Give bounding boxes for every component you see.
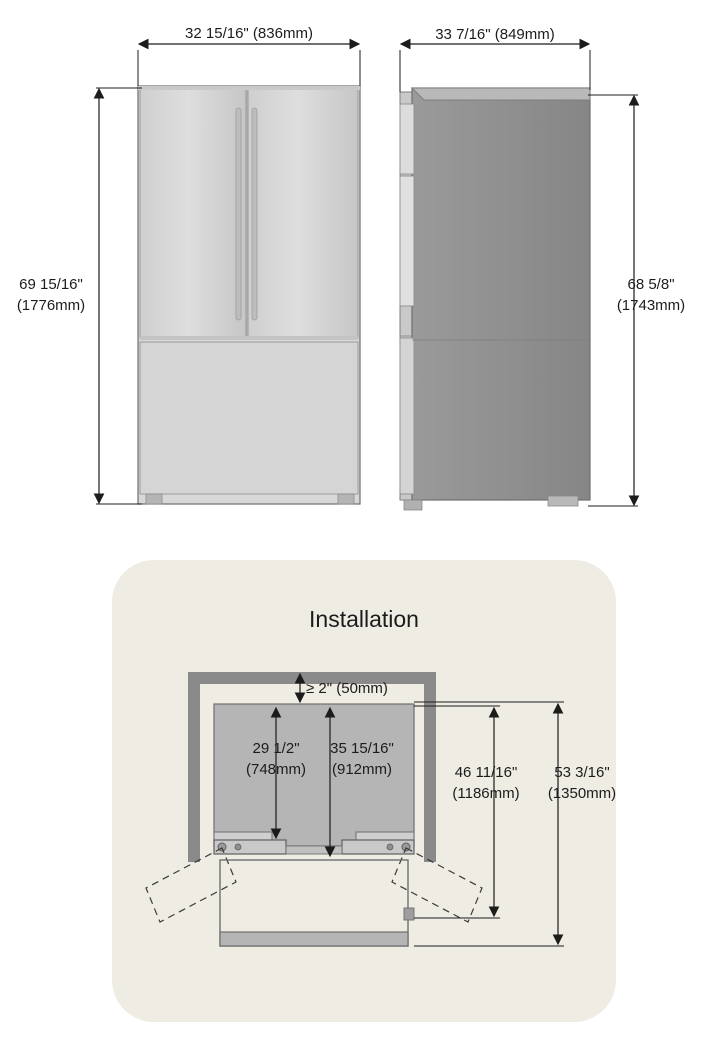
side-height-label	[596, 274, 706, 316]
width-b-label-mm: (1350mm)	[547, 785, 617, 802]
side-view-drawing	[400, 88, 590, 510]
front-width-dimension	[138, 44, 360, 86]
installation-title: Installation	[309, 606, 419, 632]
depth-b-label-inches: 35 15/16"	[330, 740, 394, 757]
installation-svg	[0, 650, 728, 1050]
width-a-label-inches: 46 11/16"	[454, 764, 518, 781]
width-a-label-mm: (1186mm)	[452, 785, 520, 802]
front-height-label-inches: 69 15/16"	[19, 276, 83, 293]
side-height-label-inches: 68 5/8"	[627, 276, 675, 293]
front-view-drawing	[138, 86, 360, 504]
width-b-label-inches: 53 3/16"	[554, 764, 610, 781]
depth-a-label-inches: 29 1/2"	[252, 740, 300, 757]
base-outline	[220, 860, 414, 946]
front-height-label-mm: (1776mm)	[16, 297, 86, 314]
width-b-label	[530, 762, 634, 804]
clearance-label: ≥ 2" (50mm)	[306, 680, 388, 697]
depth-b-label-mm: (912mm)	[331, 761, 392, 778]
width-b-dimension	[414, 702, 564, 946]
side-depth-label: 33 7/16" (849mm)	[435, 26, 555, 43]
depth-a-label-mm: (748mm)	[245, 761, 306, 778]
depth-b-label	[310, 738, 414, 780]
side-depth-dimension	[400, 44, 590, 92]
width-a-label	[432, 762, 540, 804]
front-width-label: 32 15/16" (836mm)	[185, 25, 313, 42]
front-height-label	[8, 274, 94, 316]
front-height-dimension	[96, 88, 142, 504]
side-height-label-mm: (1743mm)	[616, 297, 686, 314]
